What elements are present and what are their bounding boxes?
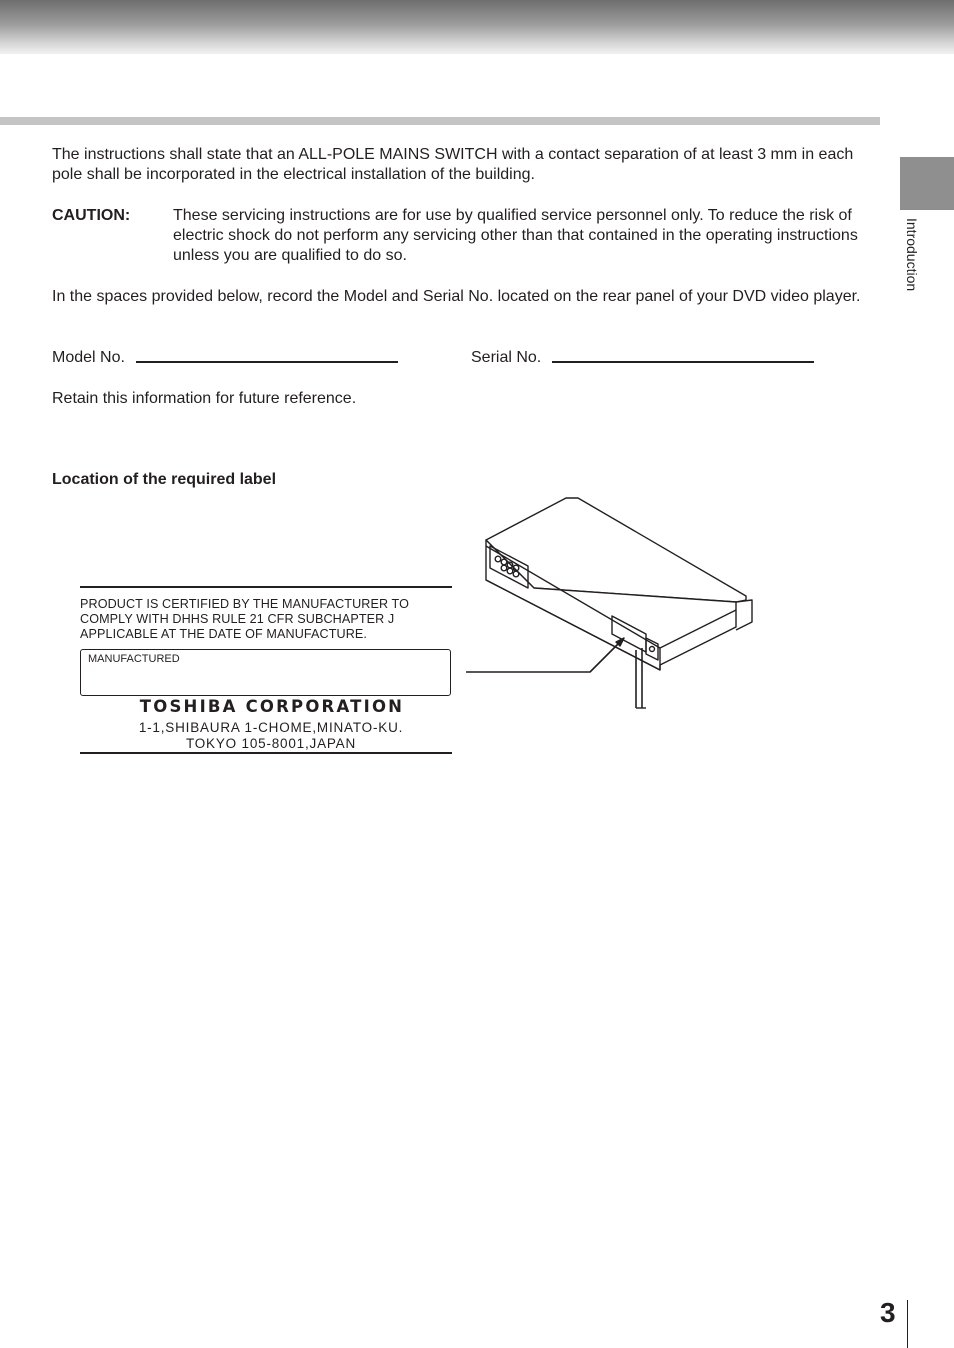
manufactured-label: MANUFACTURED [88, 653, 180, 665]
serial-number-label: Serial No. [471, 349, 542, 366]
record-paragraph: In the spaces provided below, record the Model and Serial No. located on the rear panel of your DVD video player. [52, 288, 861, 305]
company-address-line1: 1-1,SHIBAURA 1-CHOME,MINATO-KU. [138, 720, 404, 735]
section-tab-label: Introduction [904, 218, 920, 292]
label-location-heading: Location of the required label [52, 471, 277, 488]
page-number: 3 [880, 1297, 896, 1328]
section-rule [0, 117, 880, 125]
company-address-line2: TOKYO 105-8001,JAPAN [185, 736, 357, 751]
serial-number-line [552, 361, 814, 363]
model-number-line [136, 361, 398, 363]
manufactured-box [80, 649, 451, 696]
certification-text: PRODUCT IS CERTIFIED BY THE MANUFACTURER TO COMPLY WITH DHHS RULE 21 CFR SUBCHAPTER J APPLICABLE AT THE DATE OF MANUFACTURE. [80, 597, 409, 641]
caution-text: These servicing instructions are for use by qualified service personnel only. To reduce the risk of electric shock do not perform any servicing other than that contained in the operating instructions unless you are qualified to do so. [173, 207, 858, 264]
page-number-rule [907, 1300, 908, 1348]
certification-label [80, 586, 452, 754]
section-tab-marker [900, 157, 954, 210]
dvd-player-rear-illustration [460, 490, 760, 715]
company-name: TOSHIBA CORPORATION [139, 697, 405, 716]
header-band [0, 0, 954, 54]
caution-label: CAUTION: [52, 207, 131, 224]
mains-switch-paragraph: The instructions shall state that an ALL-POLE MAINS SWITCH with a contact separation of at least 3 mm in each pole shall be incorporated in the electrical installation of the building. [52, 146, 854, 183]
model-number-label: Model No. [52, 349, 125, 366]
retain-paragraph: Retain this information for future reference. [52, 390, 357, 407]
